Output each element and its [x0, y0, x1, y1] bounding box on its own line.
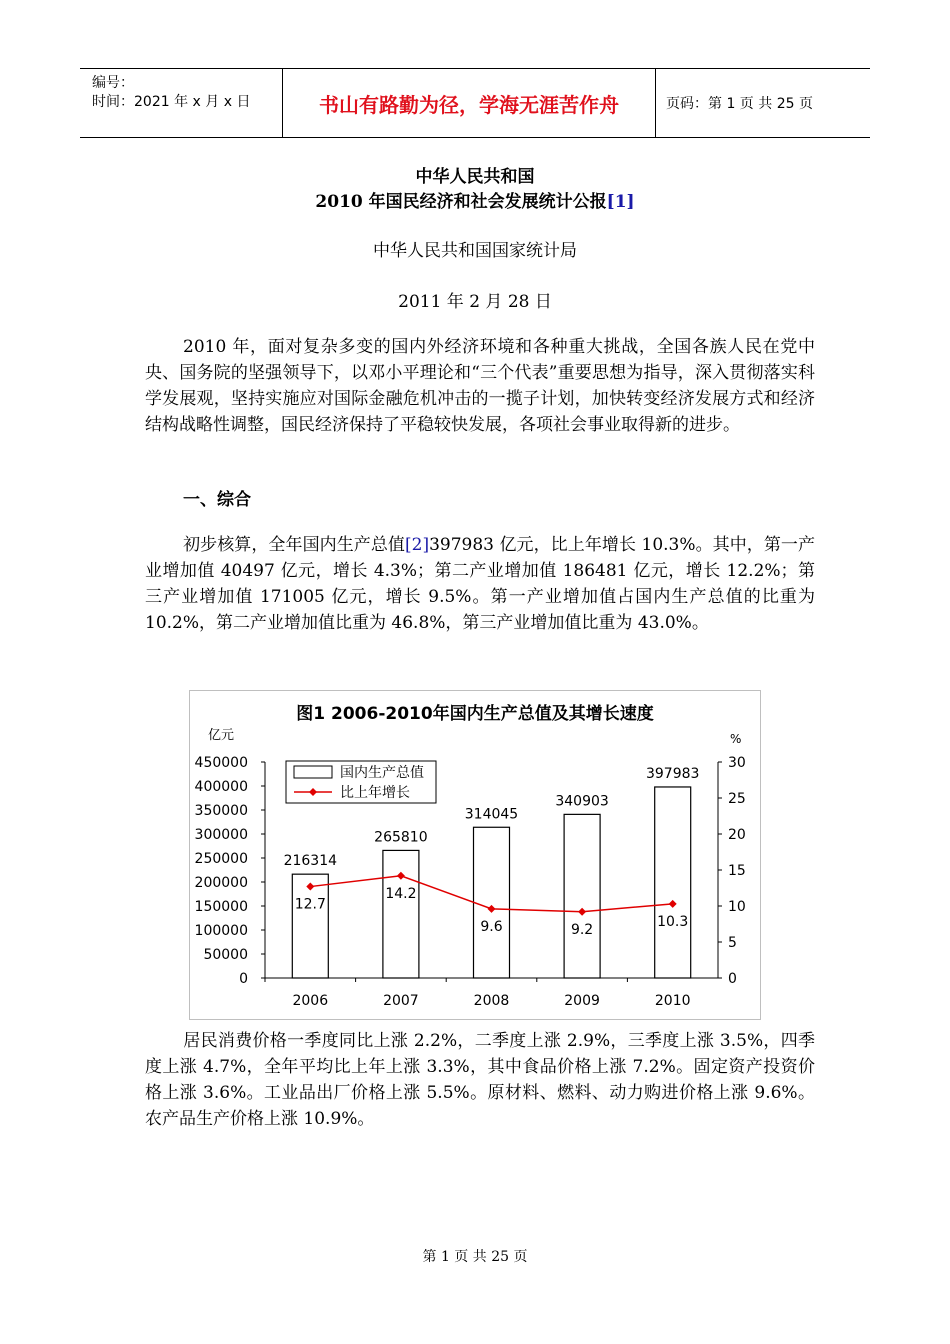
growth-label: 12.7 [294, 896, 326, 913]
page-footer: 第 1 页 共 25 页 [422, 1249, 528, 1265]
y-tick-label: 400000 [194, 779, 248, 795]
intro-paragraph [145, 334, 815, 438]
y-tick-label: 100000 [194, 923, 248, 939]
y2-axis-label: % [730, 732, 742, 746]
price-text: 居民消费价格一季度同比上涨 2.2%，二季度上涨 2.9%，三季度上涨 3.5%，四季度上涨 4.7%，全年平均比上年上涨 3.3%，其中食品价格上涨 7.2%。固定资产投资价格上涨 3.6%。工业品出厂价格上涨 5.5%。原材料、燃料、动力购进价格上涨 9.6%。农产品生产价格上涨 10.9%。 [145, 1031, 815, 1129]
gdp-bar-label: 265810 [374, 829, 428, 846]
y2-tick-label: 30 [728, 755, 746, 771]
y2-tick-label: 10 [728, 899, 746, 915]
author: 中华人民共和国国家统计局 [373, 241, 577, 261]
section-heading: 一、综合 [183, 490, 251, 510]
y2-tick-label: 15 [728, 863, 746, 879]
gdp-bar-label: 397983 [645, 765, 700, 782]
number-label: 编号： [92, 75, 134, 91]
legend-bar-label: 国内生产总值 [340, 765, 424, 781]
y-tick-label: 250000 [194, 851, 248, 867]
y2-tick-label: 0 [728, 971, 737, 987]
x-tick-label: 2008 [473, 993, 510, 1009]
y-tick-label: 0 [239, 971, 248, 987]
x-tick-label: 2010 [654, 993, 691, 1009]
document-header [80, 68, 870, 138]
chart-title: 图1 2006-2010年国内生产总值及其增长速度 [296, 704, 654, 724]
gdp-bar-label: 340903 [555, 793, 609, 810]
gdp-paragraph [145, 532, 815, 636]
y-tick-label: 150000 [194, 899, 248, 915]
y-tick-label: 50000 [203, 947, 248, 963]
y2-tick-label: 5 [728, 935, 737, 951]
y2-tick-label: 20 [728, 827, 746, 843]
title-line2 [0, 187, 950, 212]
footnote-link-2[interactable]: [2] [405, 535, 430, 555]
price-paragraph [145, 1028, 815, 1132]
gdp-bar-label: 216314 [283, 853, 338, 870]
footnote-link-1[interactable]: [1] [606, 192, 635, 212]
legend-bar-swatch [294, 766, 332, 778]
gdp-bar-label: 314045 [464, 806, 519, 823]
growth-label: 14.2 [385, 885, 417, 902]
gdp-bar [383, 850, 419, 978]
y-tick-label: 450000 [194, 755, 248, 771]
y-tick-label: 350000 [194, 803, 248, 819]
x-tick-label: 2009 [564, 993, 600, 1009]
y2-tick-label: 25 [728, 791, 746, 807]
legend-line-label: 比上年增长 [340, 785, 410, 801]
intro-text: 2010 年，面对复杂多变的国内外经济环境和各种重大挑战，全国各族人民在党中央、国务院的坚强领导下，以邓小平理论和“三个代表”重要思想为指导，深入贯彻落实科学发展观，坚持实施应对国际金融危机冲击的一揽子计划，加快转变经济发展方式和经济结构战略性调整，国民经济保持了平稳较快发展，各项社会事业取得新的进步。 [145, 337, 815, 435]
gdp-chart [189, 690, 761, 1020]
title-text: 2010 年国民经济和社会发展统计公报 [315, 192, 607, 212]
header-motto: 书山有路勤为径，学海无涯苦作舟 [282, 69, 656, 137]
gdp-bar [474, 827, 510, 978]
date: 2011 年 2 月 28 日 [398, 292, 552, 312]
header-meta [80, 69, 282, 137]
header-page-info: 页码：第 1 页 共 25 页 [666, 96, 813, 112]
gdp-bar [655, 787, 691, 978]
growth-label: 9.6 [480, 918, 503, 935]
growth-label: 10.3 [657, 913, 689, 930]
y-axis-label: 亿元 [208, 728, 235, 743]
x-tick-label: 2006 [292, 993, 329, 1009]
gdp-chart-svg [190, 691, 760, 1019]
time-label: 时间：2021 年 x 月 x 日 [92, 94, 251, 110]
y-tick-label: 300000 [194, 827, 248, 843]
title-line1: 中华人民共和国 [415, 167, 535, 187]
growth-label: 9.2 [570, 921, 594, 938]
gdp-text-b: 397983 亿元，比上年增长 10.3%。其中，第一产业增加值 40497 亿元，增长 4.3%；第二产业增加值 186481 亿元，增长 12.2%；第三产业增加值 171005 亿元，增长 9.5%。第一产业增加值占国内生产总值的比重为 10.2%，第二产业增加值比重为 46.8%，第三产业增加值比重为 43.0%。 [145, 535, 816, 633]
y-tick-label: 200000 [194, 875, 248, 891]
x-tick-label: 2007 [383, 993, 419, 1009]
gdp-text-a: 初步核算，全年国内生产总值 [183, 535, 405, 555]
gdp-bar [564, 814, 600, 978]
